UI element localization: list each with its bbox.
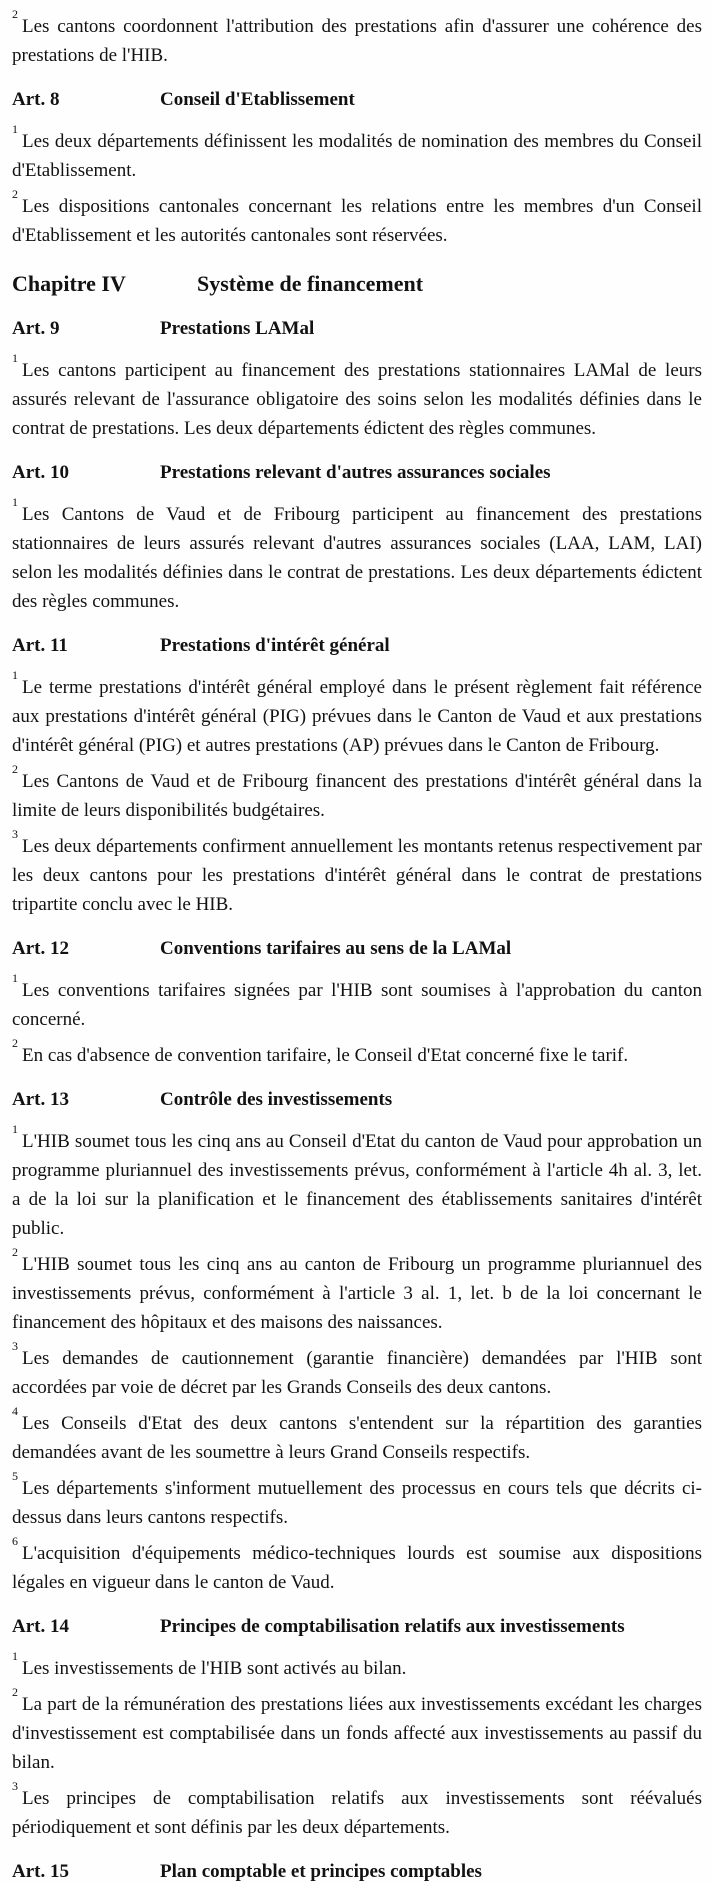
article-number: Art. 11 [12,635,68,656]
paragraph: $^2$La part de la rémunération des prestations liées aux investissements excédant les charges d'investissement est comptabilisée dans un fonds affecté aux investissements au passif du bilan. [12,1684,702,1773]
paragraph-text: L'HIB soumet tous les cinq ans au canton de Fribourg un programme pluriannuel des investissements prévus, conformément à l'article 3 al. 1, let. b de la loi concernant le financement des hôpitaux et des maisons des naissances. [12,1254,702,1333]
article-number: Art. 14 [12,1616,69,1637]
paragraph: $^6$L'acquisition d'équipements médico-techniques lourds est soumise aux dispositions légales en vigueur dans le canton de Vaud. [12,1533,702,1593]
paragraph: $^1$Les investissements de l'HIB sont activés au bilan. [12,1648,407,1679]
article-heading [12,1857,702,1886]
article-title: Prestations LAMal [160,318,315,339]
article-heading [12,85,702,114]
paragraph-text: Les principes de comptabilisation relatifs aux investissements sont réévalués périodiquement et sont définis par les deux départements. [12,1788,702,1838]
paragraph: $^2$Les cantons coordonnent l'attribution des prestations afin d'assurer une cohérence des prestations de l'HIB. [12,6,702,66]
paragraph-text: L'HIB soumet tous les cinq ans au Conseil d'Etat du canton de Vaud pour approbation un programme pluriannuel des investissements prévus, conformément à l'article 4h al. 3, let. a de la loi sur la planification et le financement des établissements sanitaires d'intérêt public. [12,1131,702,1239]
paragraph: $^3$Les demandes de cautionnement (garantie financière) demandées par l'HIB sont accordées par voie de décret par les Grands Conseils des deux cantons. [12,1338,702,1398]
article-title: Prestations relevant d'autres assurances sociales [160,462,551,483]
article-title: Conventions tarifaires au sens de la LAMal [160,938,512,959]
paragraph-text: L'acquisition d'équipements médico-techniques lourds est soumise aux dispositions légales en vigueur dans le canton de Vaud. [12,1543,702,1593]
paragraph: $^1$Les conventions tarifaires signées par l'HIB sont soumises à l'approbation du canton concerné. [12,970,702,1030]
chapter-title: Système de financement [197,271,424,296]
paragraph-text: Les conventions tarifaires signées par l'HIB sont soumises à l'approbation du canton concerné. [12,980,702,1030]
paragraph-text: Les dispositions cantonales concernant les relations entre les membres d'un Conseil d'Etablissement et les autorités cantonales sont réservées. [12,196,702,246]
paragraph: $^5$Les départements s'informent mutuellement des processus en cours tels que décrits ci-dessus dans leurs cantons respectifs. [12,1468,702,1528]
article-number: Art. 8 [12,89,60,110]
article-number: Art. 9 [12,318,60,339]
paragraph-text: Les Cantons de Vaud et de Fribourg financent des prestations d'intérêt général dans la limite de leurs disponibilités budgétaires. [12,771,702,821]
article-heading [12,934,702,963]
article-title: Plan comptable et principes comptables [160,1861,482,1882]
paragraph: $^1$Les deux départements définissent les modalités de nomination des membres du Conseil d'Etablissement. [12,121,702,181]
paragraph-text: Les Cantons de Vaud et de Fribourg participent au financement des prestations stationnaires de leurs assurés relevant d'autres assurances sociales (LAA, LAM, LAI) selon les modalités définies dans le contrat de prestations. Les deux départements édictent des règles communes. [12,504,702,612]
article-number: Art. 15 [12,1861,69,1882]
paragraph: $^1$Les cantons participent au financement des prestations stationnaires LAMal de leurs assurés relevant de l'assurance obligatoire des soins selon les modalités définies dans le contrat de prestations. Les deux départements édictent des règles communes. [12,350,702,439]
paragraph: $^1$Les Cantons de Vaud et de Fribourg participent au financement des prestations stationnaires de leurs assurés relevant d'autres assurances sociales (LAA, LAM, LAI) selon les modalités définies dans le contrat de prestations. Les deux départements édictent des règles communes. [12,494,702,612]
article-number: Art. 13 [12,1089,69,1110]
paragraph: $^2$En cas d'absence de convention tarifaire, le Conseil d'Etat concerné fixe le tarif. [12,1035,629,1066]
paragraph: $^1$Le terme prestations d'intérêt général employé dans le présent règlement fait référence aux prestations d'intérêt général (PIG) prévues dans le Canton de Vaud et aux prestations d'intérêt général (PIG) et autres prestations (AP) prévues dans le Canton de Fribourg. [12,667,702,756]
chapter-number: Chapitre IV [12,271,126,296]
paragraph-text: Les investissements de l'HIB sont activés au bilan. [22,1658,407,1679]
article-title: Conseil d'Etablissement [160,89,355,110]
article-heading [12,1085,702,1114]
article-heading [12,1612,702,1641]
article-heading [12,631,702,660]
chapter-heading [12,268,702,299]
article-title: Contrôle des investissements [160,1089,393,1110]
paragraph-text: La part de la rémunération des prestations liées aux investissements excédant les charges d'investissement est comptabilisée dans un fonds affecté aux investissements au passif du bilan. [12,1694,702,1773]
article-heading [12,458,702,487]
paragraph-text: Les cantons participent au financement des prestations stationnaires LAMal de leurs assurés relevant de l'assurance obligatoire des soins selon les modalités définies dans le contrat de prestations. Les deux départements édictent des règles communes. [12,360,702,439]
paragraph-text: Les deux départements confirment annuellement les montants retenus respectivement par les deux cantons pour les prestations d'intérêt général dans le contrat de prestations tripartite conclu avec le HIB. [12,836,702,915]
paragraph: $^3$Les principes de comptabilisation relatifs aux investissements sont réévalués périodiquement et sont définis par les deux départements. [12,1778,702,1838]
article-title: Prestations d'intérêt général [160,635,390,656]
article-heading [12,314,702,343]
paragraph: $^4$Les Conseils d'Etat des deux cantons s'entendent sur la répartition des garanties demandées avant de les soumettre à leurs Grand Conseils respectifs. [12,1403,702,1463]
paragraph: $^3$Les deux départements confirment annuellement les montants retenus respectivement par les deux cantons pour les prestations d'intérêt général dans le contrat de prestations tripartite conclu avec le HIB. [12,826,702,915]
article-number: Art. 12 [12,938,69,959]
paragraph-text: Les deux départements définissent les modalités de nomination des membres du Conseil d'Etablissement. [12,131,702,181]
paragraph-text: Les cantons coordonnent l'attribution des prestations afin d'assurer une cohérence des prestations de l'HIB. [12,16,702,66]
paragraph: $^1$L'HIB soumet tous les cinq ans au Conseil d'Etat du canton de Vaud pour approbation un programme pluriannuel des investissements prévus, conformément à l'article 4h al. 3, let. a de la loi sur la planification et le financement des établissements sanitaires d'intérêt public. [12,1121,702,1239]
paragraph: $^2$Les dispositions cantonales concernant les relations entre les membres d'un Conseil d'Etablissement et les autorités cantonales sont réservées. [12,186,702,246]
paragraph: $^2$Les Cantons de Vaud et de Fribourg financent des prestations d'intérêt général dans la limite de leurs disponibilités budgétaires. [12,761,702,821]
paragraph: $^2$L'HIB soumet tous les cinq ans au canton de Fribourg un programme pluriannuel des investissements prévus, conformément à l'article 3 al. 1, let. b de la loi concernant le financement des hôpitaux et des maisons des naissances. [12,1244,702,1333]
paragraph-text: Les départements s'informent mutuellement des processus en cours tels que décrits ci-dessus dans leurs cantons respectifs. [12,1478,702,1528]
paragraph-text: En cas d'absence de convention tarifaire, le Conseil d'Etat concerné fixe le tarif. [22,1045,629,1066]
article-number: Art. 10 [12,462,69,483]
article-title: Principes de comptabilisation relatifs aux investissements [160,1616,625,1637]
paragraph-text: Les demandes de cautionnement (garantie financière) demandées par l'HIB sont accordées par voie de décret par les Grands Conseils des deux cantons. [12,1348,702,1398]
paragraph-text: Les Conseils d'Etat des deux cantons s'entendent sur la répartition des garanties demandées avant de les soumettre à leurs Grand Conseils respectifs. [12,1413,702,1463]
paragraph-text: Le terme prestations d'intérêt général employé dans le présent règlement fait référence aux prestations d'intérêt général (PIG) prévues dans le Canton de Vaud et aux prestations d'intérêt général (PIG) et autres prestations (AP) prévues dans le Canton de Fribourg. [12,677,702,756]
